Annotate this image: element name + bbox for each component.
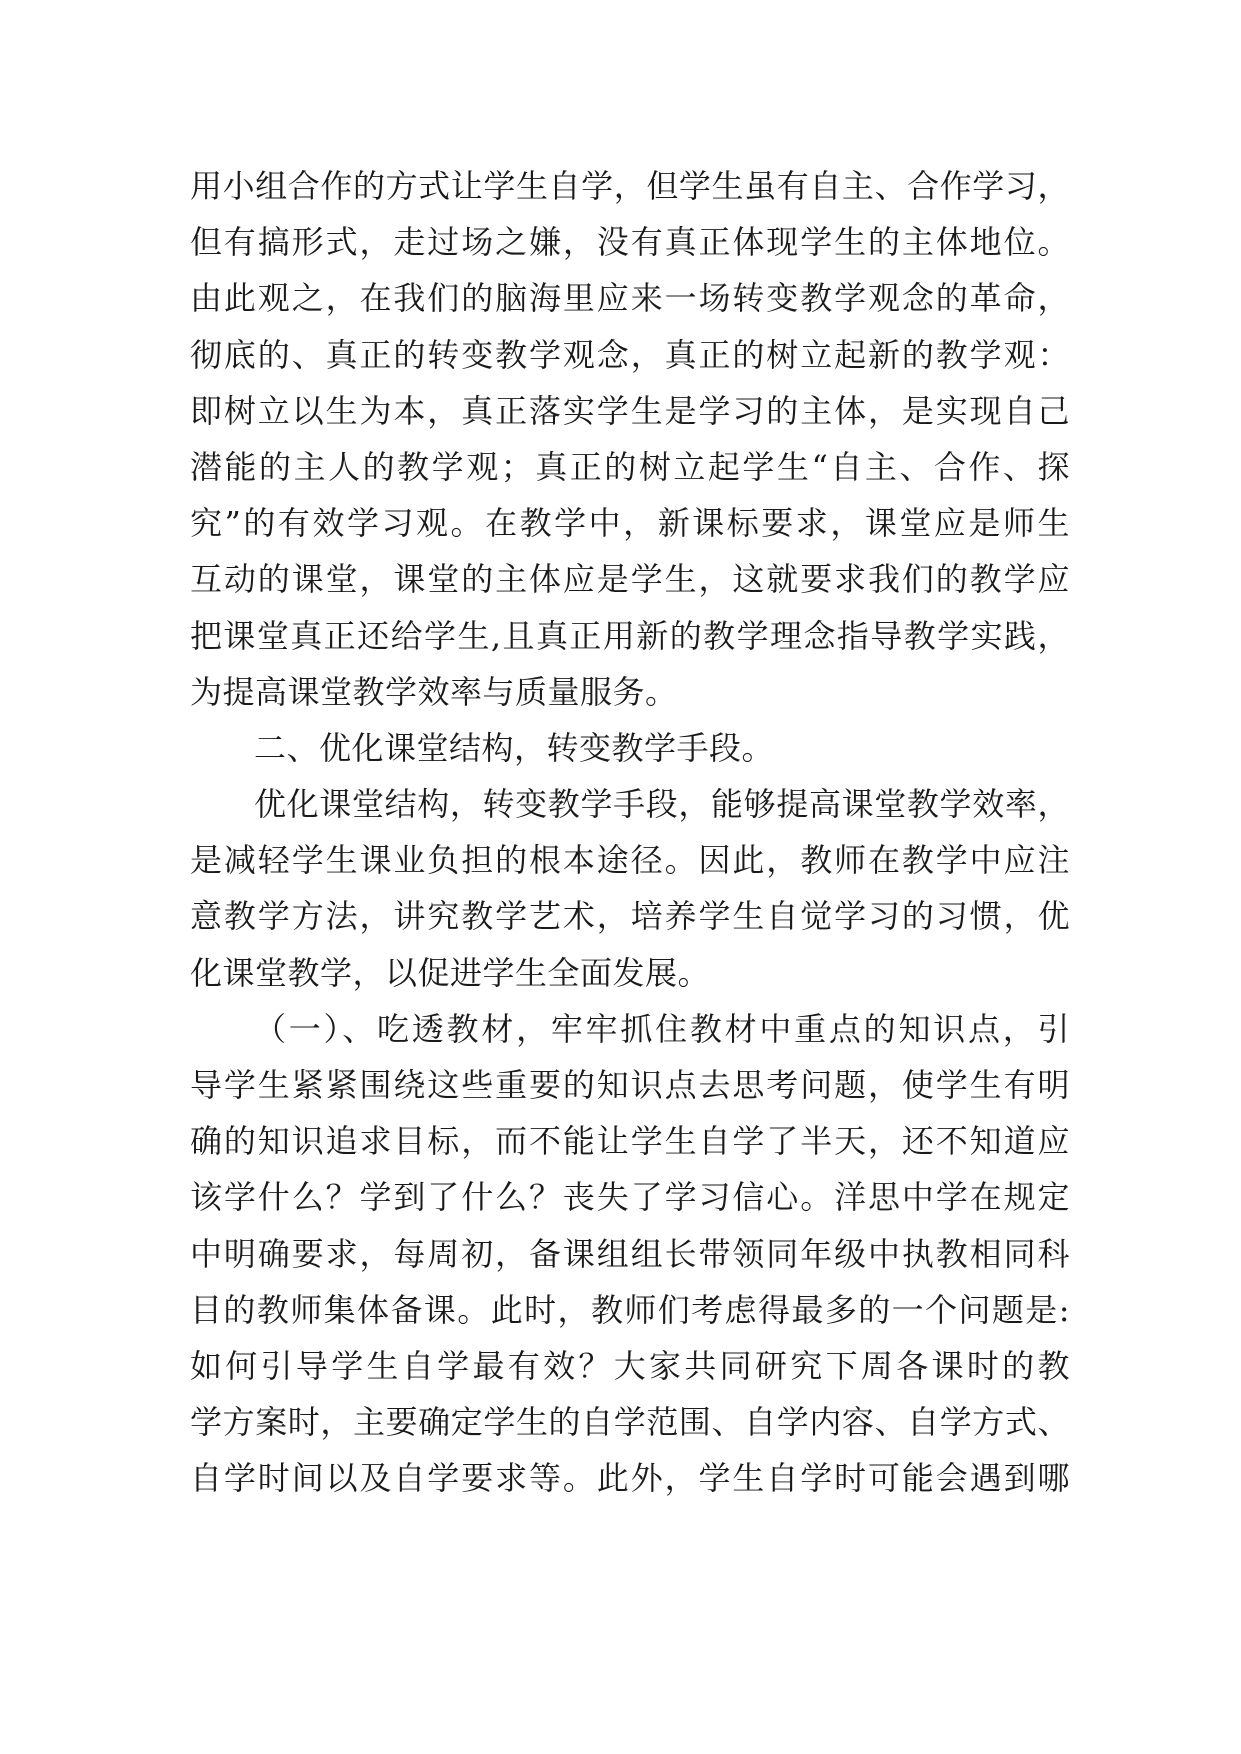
text-line: 但有搞形式，走过场之嫌，没有真正体现学生的主体地位。 [190,223,1070,262]
text-line: 化课堂教学，以促进学生全面发展。 [190,953,711,992]
text-line: 意教学方法，讲究教学艺术，培养学生自觉学习的习惯，优 [190,897,1070,936]
text-line: 中明确要求，每周初，备课组组长带领同年级中执教相同科 [190,1234,1070,1273]
text-line: 如何引导学生自学最有效？大家共同研究下周各课时的教 [190,1346,1070,1385]
text-line: 自学时间以及自学要求等。此外，学生自学时可能会遇到哪 [190,1459,1070,1498]
text-line: 潜能的主人的教学观；真正的树立起学生“自主、合作、探 [190,447,1070,486]
text-line: 导学生紧紧围绕这些重要的知识点去思考问题，使学生有明 [190,1066,1070,1104]
text-line: 用小组合作的方式让学生自学，但学生虽有自主、合作学习， [190,167,1070,205]
text-line: 把课堂真正还给学生,且真正用新的教学理念指导教学实践， [190,616,1070,655]
text-line: 是减轻学生课业负担的根本途径。因此，教师在教学中应注 [190,841,1070,880]
text-line: 该学什么？学到了什么？丧失了学习信心。洋思中学在规定 [190,1178,1070,1217]
text-line: 由此观之，在我们的脑海里应来一场转变教学观念的革命， [190,279,1070,318]
text-line: 优化课堂结构，转变教学手段，能够提高课堂教学效率， [254,785,1070,824]
text-line: 彻底的、真正的转变教学观念，真正的树立起新的教学观： [190,335,1070,374]
text-line: 为提高课堂教学效率与质量服务。 [190,672,678,711]
text-line: 目的教师集体备课。此时，教师们考虑得最多的一个问题是: [190,1290,1070,1329]
body-text [190,158,1070,1507]
text-line: 即树立以生为本，真正落实学生是学习的主体，是实现自己 [190,391,1070,430]
text-line: （一）、吃透教材，牢牢抓住教材中重点的知识点，引 [254,1009,1070,1048]
text-line: 究”的有效学习观。在教学中，新课标要求，课堂应是师生 [190,504,1070,543]
text-line: 确的知识追求目标，而不能让学生自学了半天，还不知道应 [190,1122,1070,1161]
text-line: 学方案时，主要确定学生的自学范围、自学内容、自学方式、 [190,1403,1070,1442]
text-line: 二、优化课堂结构，转变教学手段。 [254,728,775,767]
text-line: 互动的课堂，课堂的主体应是学生，这就要求我们的教学应 [190,560,1070,599]
